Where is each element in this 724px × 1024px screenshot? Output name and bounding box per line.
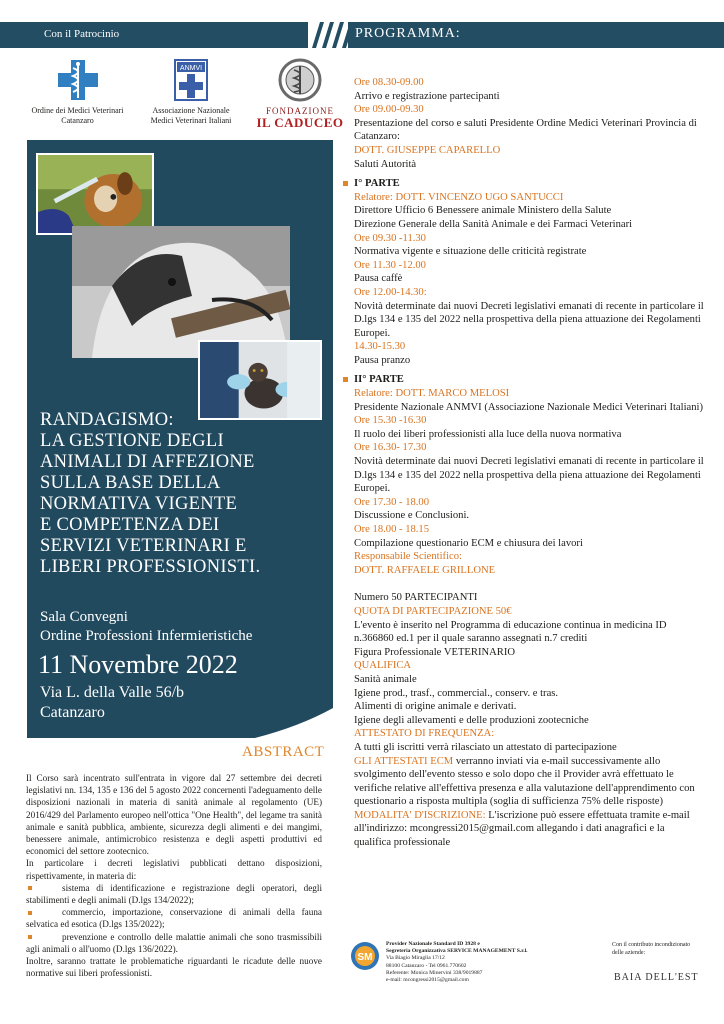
bullet-square-icon bbox=[28, 935, 32, 939]
venue-line: Ordine Professioni Infermieristiche bbox=[40, 628, 253, 644]
bullet-square-icon bbox=[28, 911, 32, 915]
abstract-bullet bbox=[26, 931, 322, 955]
bullet-square-icon bbox=[343, 377, 348, 382]
title-line: E COMPETENZA DEI bbox=[40, 515, 220, 535]
program-highlight: Ore 09.30 -11.30 bbox=[354, 232, 426, 244]
iscrizione-paragraph bbox=[354, 809, 704, 850]
ecm-paragraph bbox=[354, 755, 704, 809]
top-banner bbox=[0, 22, 724, 48]
program-line: Discussione e Conclusioni. bbox=[354, 510, 470, 522]
program-line: Igiene degli allevamenti e delle produzioni zootecniche bbox=[354, 714, 589, 726]
program-line: Il ruolo dei liberi professionisti alla luce della nuova normativa bbox=[354, 428, 622, 440]
title-line: RANDAGISMO: bbox=[40, 410, 174, 430]
program-line: Direzione Generale della Sanità Animale e dei Farmaci Veterinari bbox=[354, 218, 633, 230]
bullet-square-icon bbox=[28, 886, 32, 890]
program-highlight: DOTT. GIUSEPPE CAPARELLO bbox=[354, 144, 501, 156]
program-line: A tutti gli iscritti verrà rilasciato un attestato di partecipazione bbox=[354, 741, 617, 753]
program-line: Presidente Nazionale ANMVI (Associazione Nazionale Medici Veterinari Italiani) bbox=[354, 401, 703, 413]
program-line: Pausa caffè bbox=[354, 273, 403, 285]
provider-line: 88100 Catanzaro - Tel 0961.770602 bbox=[386, 962, 467, 969]
anmvi-shield-icon bbox=[173, 58, 209, 102]
provider-info bbox=[386, 941, 528, 984]
fondazione-label: FONDAZIONE bbox=[266, 106, 334, 116]
logo-ordine-veterinari bbox=[20, 58, 135, 126]
program-highlight: Relatore: DOTT. MARCO MELOSI bbox=[354, 388, 510, 400]
title-line: LA GESTIONE DEGLI bbox=[40, 431, 224, 451]
program-intro bbox=[354, 76, 704, 171]
program-highlight: Ore 16.30- 17.30 bbox=[354, 442, 427, 454]
program-highlight: Ore 08.30-09.00 bbox=[354, 77, 424, 88]
event-date: 11 Novembre 2022 bbox=[38, 650, 238, 679]
abstract-heading: ABSTRACT bbox=[242, 744, 325, 760]
bullet-text: sistema di identificazione e registrazione degli operatori, degli stabilimenti e degli animali (D.lgs 134/2022); bbox=[26, 882, 322, 906]
title-line: NORMATIVA VIGENTE bbox=[40, 494, 238, 514]
part2-heading: II° PARTE bbox=[354, 374, 404, 386]
sponsor-line: delle aziende: bbox=[612, 949, 646, 956]
program-part2 bbox=[354, 373, 704, 577]
ecm-text: verranno inviati via e-mail successivamente allo svolgimento dell'evento stesso e solo dopo che il Provider avrà effettuato le verifiche relative all'effettiva presenza e alla valutazione dell'apprendimento con questionario a risposta multipla (soglia di sufficienza 75% delle risposte) bbox=[354, 755, 695, 808]
provider-line: e-mail: mcongressi2015@gmail.com bbox=[386, 977, 469, 984]
program-line: Novità determinate dai nuovi Decreti legislativi emanati di recente in particolare il D.lgs 134 e 135 del 2022 nella prospettiva della piena attuazione dei Regolamenti Europei. bbox=[354, 300, 704, 339]
title-line: LIBERI PROFESSIONISTI. bbox=[40, 557, 261, 577]
abstract-paragraph: Il Corso sarà incentrato sull'entrata in vigore dal 27 settembre dei decreti legislativi nn. 134, 135 e 136 del 5 agosto 2022 concernenti l'adeguamento delle disposizioni nazionali in materia di sanità animale al regolamento (UE) 2016/429 del Parlamento europeo nell'ottica "One Health", del legame tra sanità animale e sanità pubblica, ambiente, sicurezza degli alimenti e dei mangimi, benessere animale, antimicrobico resistenza e degli aspetti produttivi ed economici del settore zootecnico. bbox=[26, 773, 322, 857]
program-line: Alimenti di origine animale e derivati. bbox=[354, 701, 517, 713]
program-line: Figura Professionale VETERINARIO bbox=[354, 646, 516, 658]
program-highlight: Ore 09.00-09.30 bbox=[354, 104, 424, 116]
program-highlight: DOTT. RAFFAELE GRILLONE bbox=[354, 564, 496, 576]
logo-fondazione-caduceo bbox=[250, 58, 350, 129]
anmvi-mark: ANMVI bbox=[179, 65, 203, 72]
baia-dell-est-logo: BAIA DELL'EST bbox=[614, 972, 699, 983]
sponsor-note bbox=[612, 942, 690, 957]
program-highlight: Relatore: DOTT. VINCENZO UGO SANTUCCI bbox=[354, 191, 564, 203]
program-line: L'evento è inserito nel Programma di educazione continua in medicina ID n.366860 ed.1 per il quale saranno assegnati n.7 crediti bbox=[354, 619, 667, 645]
program-highlight: 14.30-15.30 bbox=[354, 341, 406, 353]
program-highlight: Ore 18.00 - 18.15 bbox=[354, 524, 430, 535]
provider-line: Segreteria Organizzativa SERVICE MANAGEMENT S.r.l. bbox=[386, 948, 528, 955]
event-title bbox=[40, 410, 330, 578]
bullet-text: prevenzione e controllo delle malattie animali che sono trasmissibili agli animali o all'uomo (D.lgs 136/2022). bbox=[26, 931, 322, 954]
program-info bbox=[354, 591, 704, 754]
ordine-line1: Ordine dei Medici Veterinari bbox=[31, 106, 124, 115]
anmvi-line2: Medici Veterinari Italiani bbox=[150, 116, 232, 125]
caduceo-seal-icon bbox=[278, 58, 322, 102]
title-line: SULLA BASE DELLA bbox=[40, 473, 221, 493]
program-highlight: QUOTA DI PARTECIPAZIONE 50€ bbox=[354, 605, 512, 617]
program-line: Igiene prod., trasf., commercial., conserv. e tras. bbox=[354, 687, 559, 699]
address-line: Catanzaro bbox=[40, 704, 105, 721]
provider-line: Referente: Monica Minervini 338/9019887 bbox=[386, 969, 483, 976]
bullet-text: commercio, importazione, conservazione di animali della fauna selvatica ed esotica (D.lgs 135/2022); bbox=[26, 907, 322, 930]
program-part1 bbox=[354, 177, 704, 367]
program-highlight: Ore 12.00-14.30: bbox=[354, 286, 427, 298]
program-line: Presentazione del corso e saluti Presidente Ordine Medici Veterinari Provincia di Catanzaro: bbox=[354, 117, 697, 143]
anmvi-line1: Associazione Nazionale bbox=[152, 106, 230, 115]
title-line: ANIMALI DI AFFEZIONE bbox=[40, 452, 255, 472]
event-venue bbox=[40, 608, 252, 646]
program-line: Arrivo e registrazione partecipanti bbox=[354, 90, 500, 102]
sponsor-line: Con il contributo incondizionato bbox=[612, 942, 691, 948]
patrocinio-label: Con il Patrocinio bbox=[44, 28, 120, 40]
caduceus-cross-icon bbox=[56, 58, 100, 102]
abstract-body bbox=[26, 772, 322, 979]
ordine-line2: Catanzaro bbox=[61, 116, 94, 125]
bullet-square-icon bbox=[343, 181, 348, 186]
program-line: Direttore Ufficio 6 Benessere animale Ministero della Salute bbox=[354, 205, 612, 217]
logo-anmvi bbox=[142, 58, 240, 126]
title-line: SERVIZI VETERINARI E bbox=[40, 536, 247, 556]
abstract-paragraph: Inoltre, saranno trattate le problematiche riguardanti le ricadute delle nuove normative sui liberi professionisti. bbox=[26, 956, 322, 979]
abstract-bullet bbox=[26, 882, 322, 906]
program-column bbox=[354, 76, 704, 850]
program-highlight: Ore 11.30 -12.00 bbox=[354, 259, 426, 271]
photo-dog-stick bbox=[72, 226, 290, 358]
venue-line: Sala Convegni bbox=[40, 609, 128, 625]
service-management-logo-icon bbox=[350, 941, 380, 971]
program-highlight: QUALIFICA bbox=[354, 660, 412, 672]
abstract-bullet bbox=[26, 906, 322, 930]
photo-dog-syringe bbox=[36, 153, 154, 235]
program-highlight: ATTESTATO DI FREQUENZA: bbox=[354, 728, 495, 740]
program-highlight: Ore 17.30 - 18.00 bbox=[354, 496, 430, 508]
programma-heading: PROGRAMMA: bbox=[355, 26, 461, 41]
part2-list bbox=[354, 387, 704, 577]
iscrizione-label: MODALITA' D'ISCRIZIONE: bbox=[354, 809, 486, 821]
iscrizione-text: L'iscrizione può essere effettuata tramite e-mail all'indirizzo: mcongressi2015@gmail.com allegando i dati anagrafici e la qualifica professionale bbox=[354, 809, 690, 849]
program-line: Novità determinate dai nuovi Decreti legislativi emanati di recente in particolare il D.lgs 134 e 135 del 2022 nella prospettiva della piena attuazione dei Regolamenti Europei. bbox=[354, 456, 704, 495]
program-line: Sanità animale bbox=[354, 673, 417, 685]
program-line: Normativa vigente e situazione delle criticità registrate bbox=[354, 246, 587, 258]
provider-line: Provider Nazionale Standard ID 3928 e bbox=[386, 941, 480, 947]
photo-cat-vet bbox=[198, 340, 322, 420]
ecm-label: GLI ATTESTATI ECM bbox=[354, 755, 454, 767]
program-line: Saluti Autorità bbox=[354, 158, 417, 170]
program-line: Compilazione questionario ECM e chiusura dei lavori bbox=[354, 537, 583, 549]
part1-list bbox=[354, 191, 704, 368]
provider-line: Via Biagio Miraglia 17/12 bbox=[386, 955, 445, 962]
program-line: Numero 50 PARTECIPANTI bbox=[354, 592, 478, 604]
part1-heading: I° PARTE bbox=[354, 178, 400, 190]
program-line: Pausa pranzo bbox=[354, 354, 411, 366]
abstract-paragraph: In particolare i decreti legislativi pubblicati dettano disposizioni, rispettivamente, in materia di: bbox=[26, 858, 322, 881]
stripes-decoration bbox=[308, 22, 348, 48]
program-highlight: Responsabile Scientifico: bbox=[354, 551, 462, 563]
caduceo-label: IL CADUCEO bbox=[256, 115, 344, 130]
sm-mark: SM bbox=[357, 952, 373, 963]
program-highlight: Ore 15.30 -16.30 bbox=[354, 415, 427, 427]
address-line: Via L. della Valle 56/b bbox=[40, 684, 185, 701]
